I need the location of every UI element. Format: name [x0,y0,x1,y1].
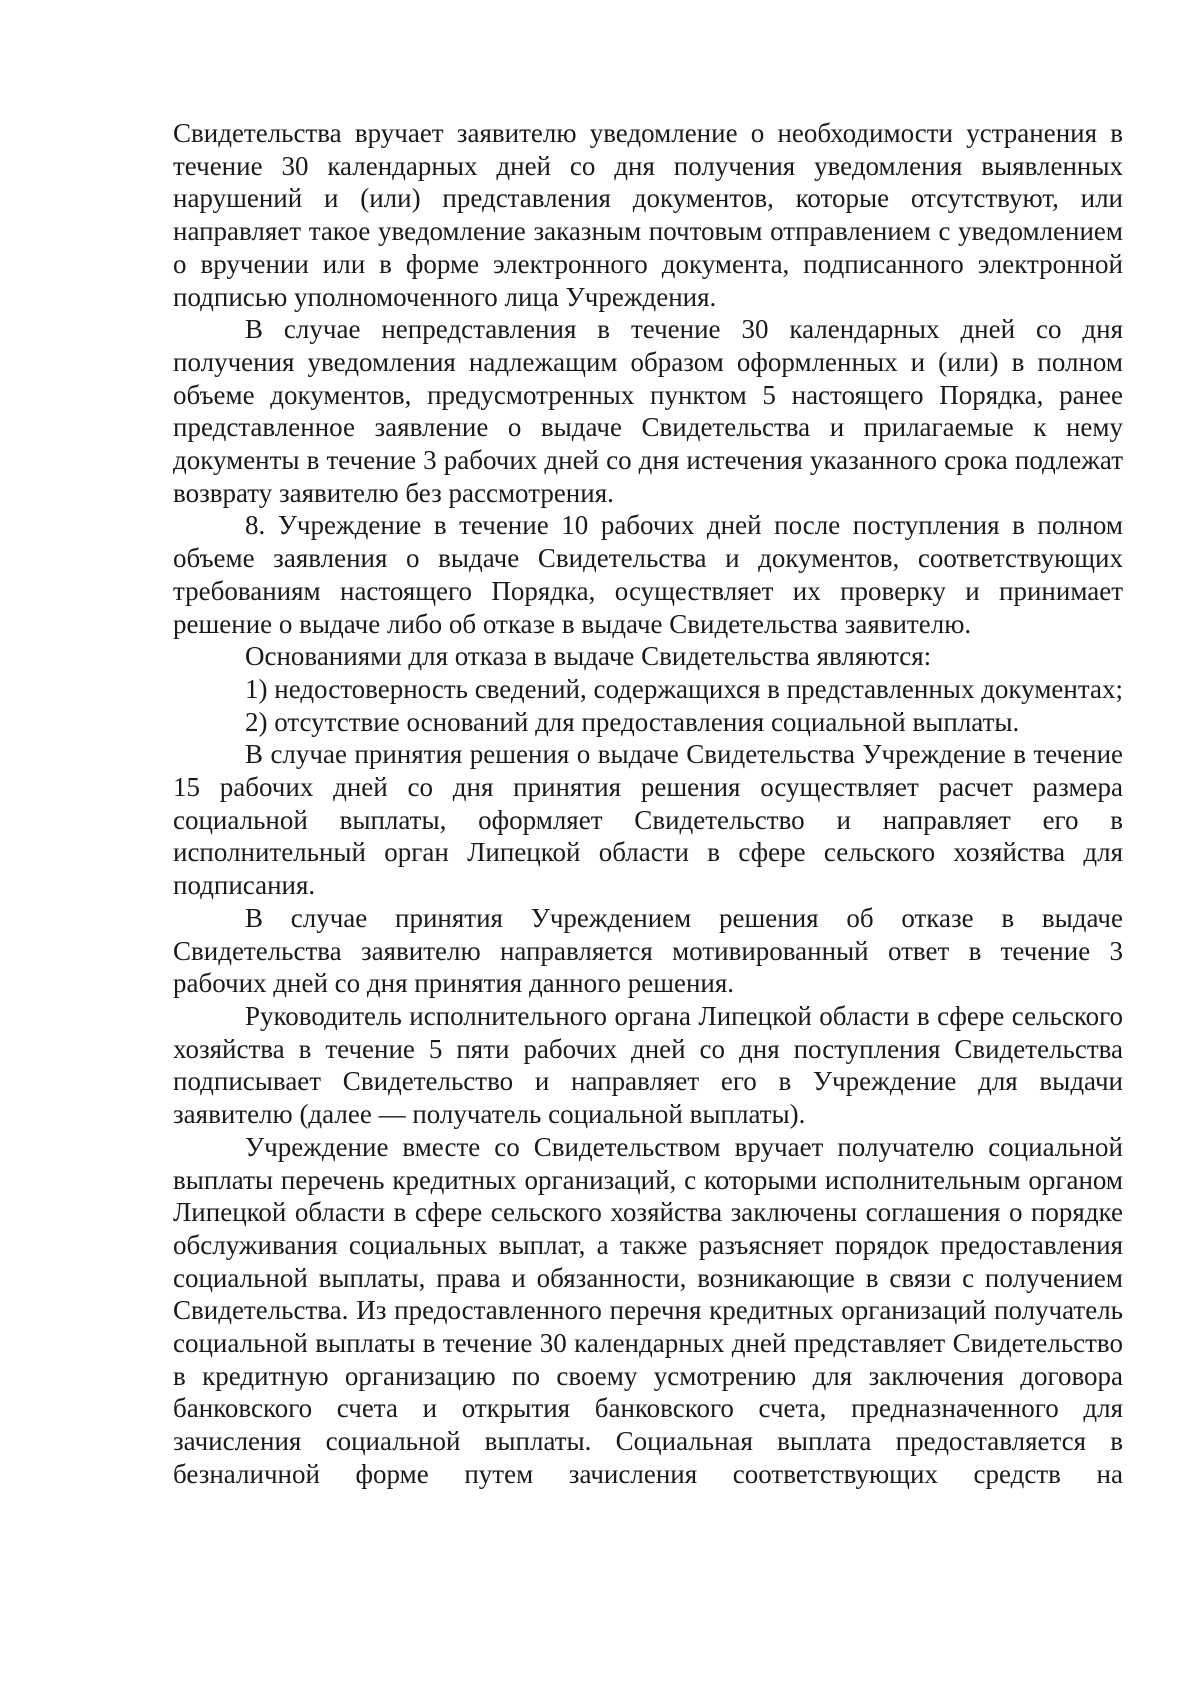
paragraph-head-signs: Руководитель исполнительного органа Липецкой области в сфере сельского хозяйства в течение 5 пяти рабочих дней со дня поступления Свидетельства подписывает Свидетельство и направляет его в Учреждение для выдачи заявителю (далее — получатель социальной выплаты). [173,1000,1123,1130]
list-item-1: 1) недостоверность сведений, содержащихся в представленных документах; [245,673,1123,704]
paragraph-institution-hands-over: Учреждение вместе со Свидетельством вручает получателю социальной выплаты перечень кредитных организаций, с которыми исполнительным органом Липецкой области в сфере сельского хозяйства заключены соглашения о порядке обслуживания социальных выплат, а также разъясняет порядок предоставления социальной выплаты, права и обязанности, возникающие в связи с получением Свидетельства. Из предоставленного перечня кредитных организаций получатель социальной выплаты в течение 30 календарных дней представляет Свидетельство в кредитную организацию по своему усмотрению для заключения договора банковского счета и открытия банковского счета, предназначенного для зачисления социальной выплаты. Социальная выплата предоставляется в безналичной форме путем зачисления соответствующих средств на [173,1131,1123,1489]
paragraph-decision-issue: В случае принятия решения о выдаче Свидетельства Учреждение в течение 15 рабочих дней со дня принятия решения осуществляет расчет размера социальной выплаты, оформляет Свидетельство и направляет его в исполнительный орган Липецкой области в сфере сельского хозяйства для подписания. [173,739,1123,901]
paragraph-refusal-grounds: Основаниями для отказа в выдаче Свидетельства являются: [245,641,932,672]
document-body [173,117,1123,1491]
paragraph-notice-continuation: Свидетельства вручает заявителю уведомление о необходимости устранения в течение 30 календарных дней со дня получения уведомления выявленных нарушений и (или) представления документов, которые отсутствуют, или направляет такое уведомление заказным почтовым отправлением с уведомлением о вручении или в форме электронного документа, подписанного электронной подписью уполномоченного лица Учреждения. [173,118,1123,312]
list-item-2: 2) отсутствие оснований для предоставления социальной выплаты. [245,706,1020,737]
paragraph-item-8: 8. Учреждение в течение 10 рабочих дней после поступления в полном объеме заявления о выдаче Свидетельства и документов, соответствующих требованиям настоящего Порядка, осуществляет их проверку и принимает решение о выдаче либо об отказе в выдаче Свидетельства заявителю. [173,510,1123,639]
paragraph-non-submission: В случае непредставления в течение 30 календарных дней со дня получения уведомления надлежащим образом оформленных и (или) в полном объеме документов, предусмотренных пунктом 5 настоящего Порядка, ранее представленное заявление о выдаче Свидетельства и прилагаемые к нему документы в течение 3 рабочих дней со дня истечения указанного срока подлежат возврату заявителю без рассмотрения. [173,314,1123,508]
paragraph-decision-refusal: В случае принятия Учреждением решения об отказе в выдаче Свидетельства заявителю направляется мотивированный ответ в течение 3 рабочих дней со дня принятия данного решения. [173,902,1123,999]
